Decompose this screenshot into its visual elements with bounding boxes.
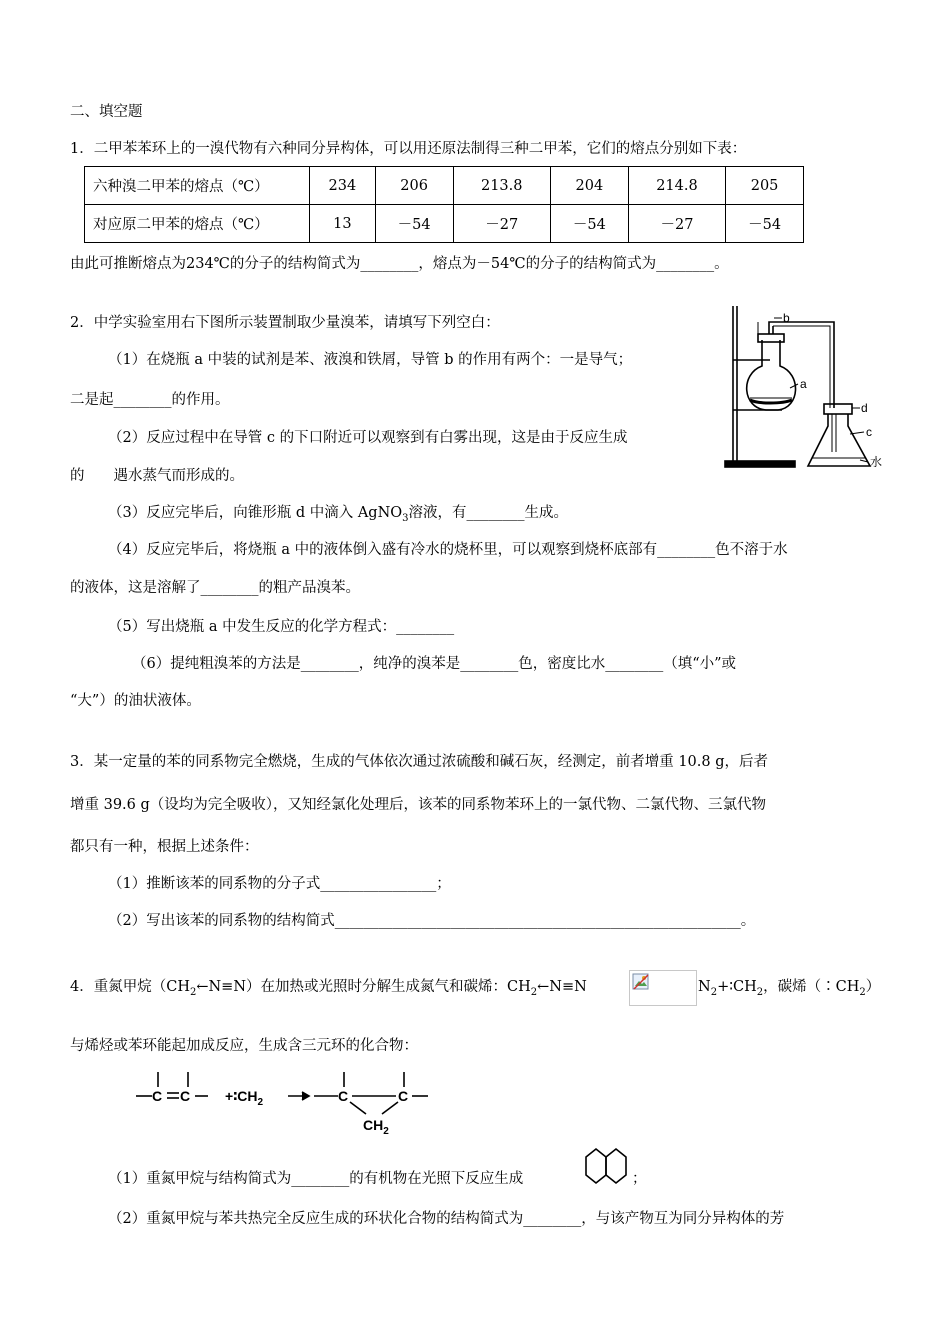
q2-part2-line1: （2）反应过程中在导管 c 的下口附近可以观察到有白雾出现，这是由于反应生成 <box>108 430 628 446</box>
q4-part2: （2）重氮甲烷与苯共热完全反应生成的环状化合物的结构简式为________，与该产物互为同分异构体的芳 <box>108 1211 785 1227</box>
q2-part5: （5）写出烧瓶 a 中发生反应的化学方程式：________ <box>108 619 455 635</box>
table-cell: 234 <box>310 167 376 205</box>
q4-line1 <box>70 977 587 1003</box>
text: （1）重氮甲烷与结构简式为________的有机物在光照下反应生成 <box>108 1171 524 1187</box>
subscript: 2 <box>257 1097 264 1108</box>
subscript: 2 <box>530 986 538 998</box>
subscript: 3 <box>402 512 409 524</box>
text: +∶CH <box>717 979 757 995</box>
melting-point-table <box>84 166 804 243</box>
label-a: a <box>800 377 807 391</box>
broken-image-placeholder <box>629 970 697 1006</box>
label-d: d <box>861 401 868 415</box>
q2-part1-line1: （1）在烧瓶 a 中装的试剂是苯、液溴和铁屑，导管 b 的作用有两个：一是导气； <box>108 352 633 368</box>
q2-part6-line2: “大”）的油状液体。 <box>70 693 201 709</box>
q2-part3 <box>108 503 568 529</box>
bromobenzene-apparatus-figure <box>720 300 895 476</box>
q2-part4-line1: （4）反应完毕后，将烧瓶 a 中的液体倒入盛有冷水的烧杯里，可以观察到烧杯底部有________色不溶于水 <box>108 542 788 558</box>
scheme-carbon: C <box>152 1088 163 1104</box>
text: 4．重氮甲烷（CH <box>70 979 190 995</box>
table-cell: 214.8 <box>628 167 725 205</box>
table-cell: －54 <box>375 205 453 243</box>
q2-part2-line2: 的 遇水蒸气而形成的。 <box>70 468 244 484</box>
text: ←N≡N）在加热或光照时分解生成氮气和碳烯：CH <box>196 979 531 995</box>
q3-part2: （2）写出该苯的同系物的结构简式________________________________________________________。 <box>108 913 756 929</box>
q2-part1-line2: 二是起________的作用。 <box>70 392 230 408</box>
q4-part1 <box>108 1169 523 1189</box>
scheme-ch2 <box>363 1117 389 1137</box>
subscript: 2 <box>859 986 866 998</box>
row2-header: 对应原二甲苯的熔点（℃） <box>85 205 310 243</box>
table-row <box>85 167 804 205</box>
label-b: b <box>783 311 790 325</box>
table-cell: 204 <box>550 167 628 205</box>
q3-line2: 增重 39.6 g（设均为完全吸收），又知经氯化处理后，该苯的同系物苯环上的一氯代物、二氯代物、三氯代物 <box>70 797 767 813</box>
subscript: 2 <box>383 1126 389 1137</box>
q4-line2: 与烯烃或苯环能起加成反应，生成含三元环的化合物： <box>70 1038 418 1054</box>
table-cell: 206 <box>375 167 453 205</box>
row1-header: 六种溴二甲苯的熔点（℃） <box>85 167 310 205</box>
scheme-carbon: C <box>398 1088 409 1104</box>
text: ←N≡N <box>537 979 587 995</box>
scheme-carbon: C <box>338 1088 349 1104</box>
text: N <box>698 979 711 995</box>
table-row <box>85 205 804 243</box>
table-cell: －54 <box>726 205 804 243</box>
subscript: 2 <box>189 986 197 998</box>
section-title: 二、填空题 <box>70 104 143 120</box>
subscript: 2 <box>756 986 764 998</box>
table-cell: 205 <box>726 167 804 205</box>
cyclopropanation-scheme <box>130 1068 440 1140</box>
bicyclic-structure-icon <box>580 1145 632 1187</box>
q1-intro: 1．二甲苯苯环上的一溴代物有六种同分异构体，可以用还原法制得三种二甲苯，它们的熔点分别如下表： <box>70 141 747 157</box>
table-cell: －54 <box>550 205 628 243</box>
scheme-carbon: C <box>180 1088 191 1104</box>
q3-part1: （1）推断该苯的同系物的分子式________________； <box>108 876 451 892</box>
table-cell: －27 <box>453 205 550 243</box>
table-cell: 213.8 <box>453 167 550 205</box>
q4-part1-end: ； <box>632 1171 647 1187</box>
q2-part6-line1: （6）提纯粗溴苯的方法是________，纯净的溴苯是________色，密度比水________（填“小”或 <box>132 656 737 672</box>
text: ，碳烯（∶CH <box>763 979 860 995</box>
q1-conclusion: 由此可推断熔点为234℃的分子的结构简式为________，熔点为－54℃的分子的结构简式为________。 <box>70 256 729 272</box>
scheme-carbene <box>225 1088 264 1108</box>
subscript: 2 <box>710 986 718 998</box>
q2-part4-line2: 的液体，这是溶解了________的粗产品溴苯。 <box>70 580 360 596</box>
q2-part3-text-end: 溶液，有________生成。 <box>408 505 569 521</box>
q3-line3: 都只有一种，根据上述条件： <box>70 839 259 855</box>
table-cell: 13 <box>310 205 376 243</box>
text: +∶CH <box>225 1088 258 1104</box>
broken-image-icon <box>632 973 650 991</box>
text: CH <box>363 1117 384 1133</box>
label-water: 水 <box>870 455 883 469</box>
text: ） <box>865 979 881 995</box>
table-cell: －27 <box>628 205 725 243</box>
label-c: c <box>866 425 872 439</box>
q4-line1-end <box>698 977 880 1003</box>
q2-intro: 2．中学实验室用右下图所示装置制取少量溴苯，请填写下列空白： <box>70 315 500 331</box>
q2-part3-text: （3）反应完毕后，向锥形瓶 d 中滴入 AgNO <box>108 505 403 521</box>
q3-line1: 3．某一定量的苯的同系物完全燃烧，生成的气体依次通过浓硫酸和碱石灰，经测定，前者增重 10.8 g，后者 <box>70 754 769 770</box>
